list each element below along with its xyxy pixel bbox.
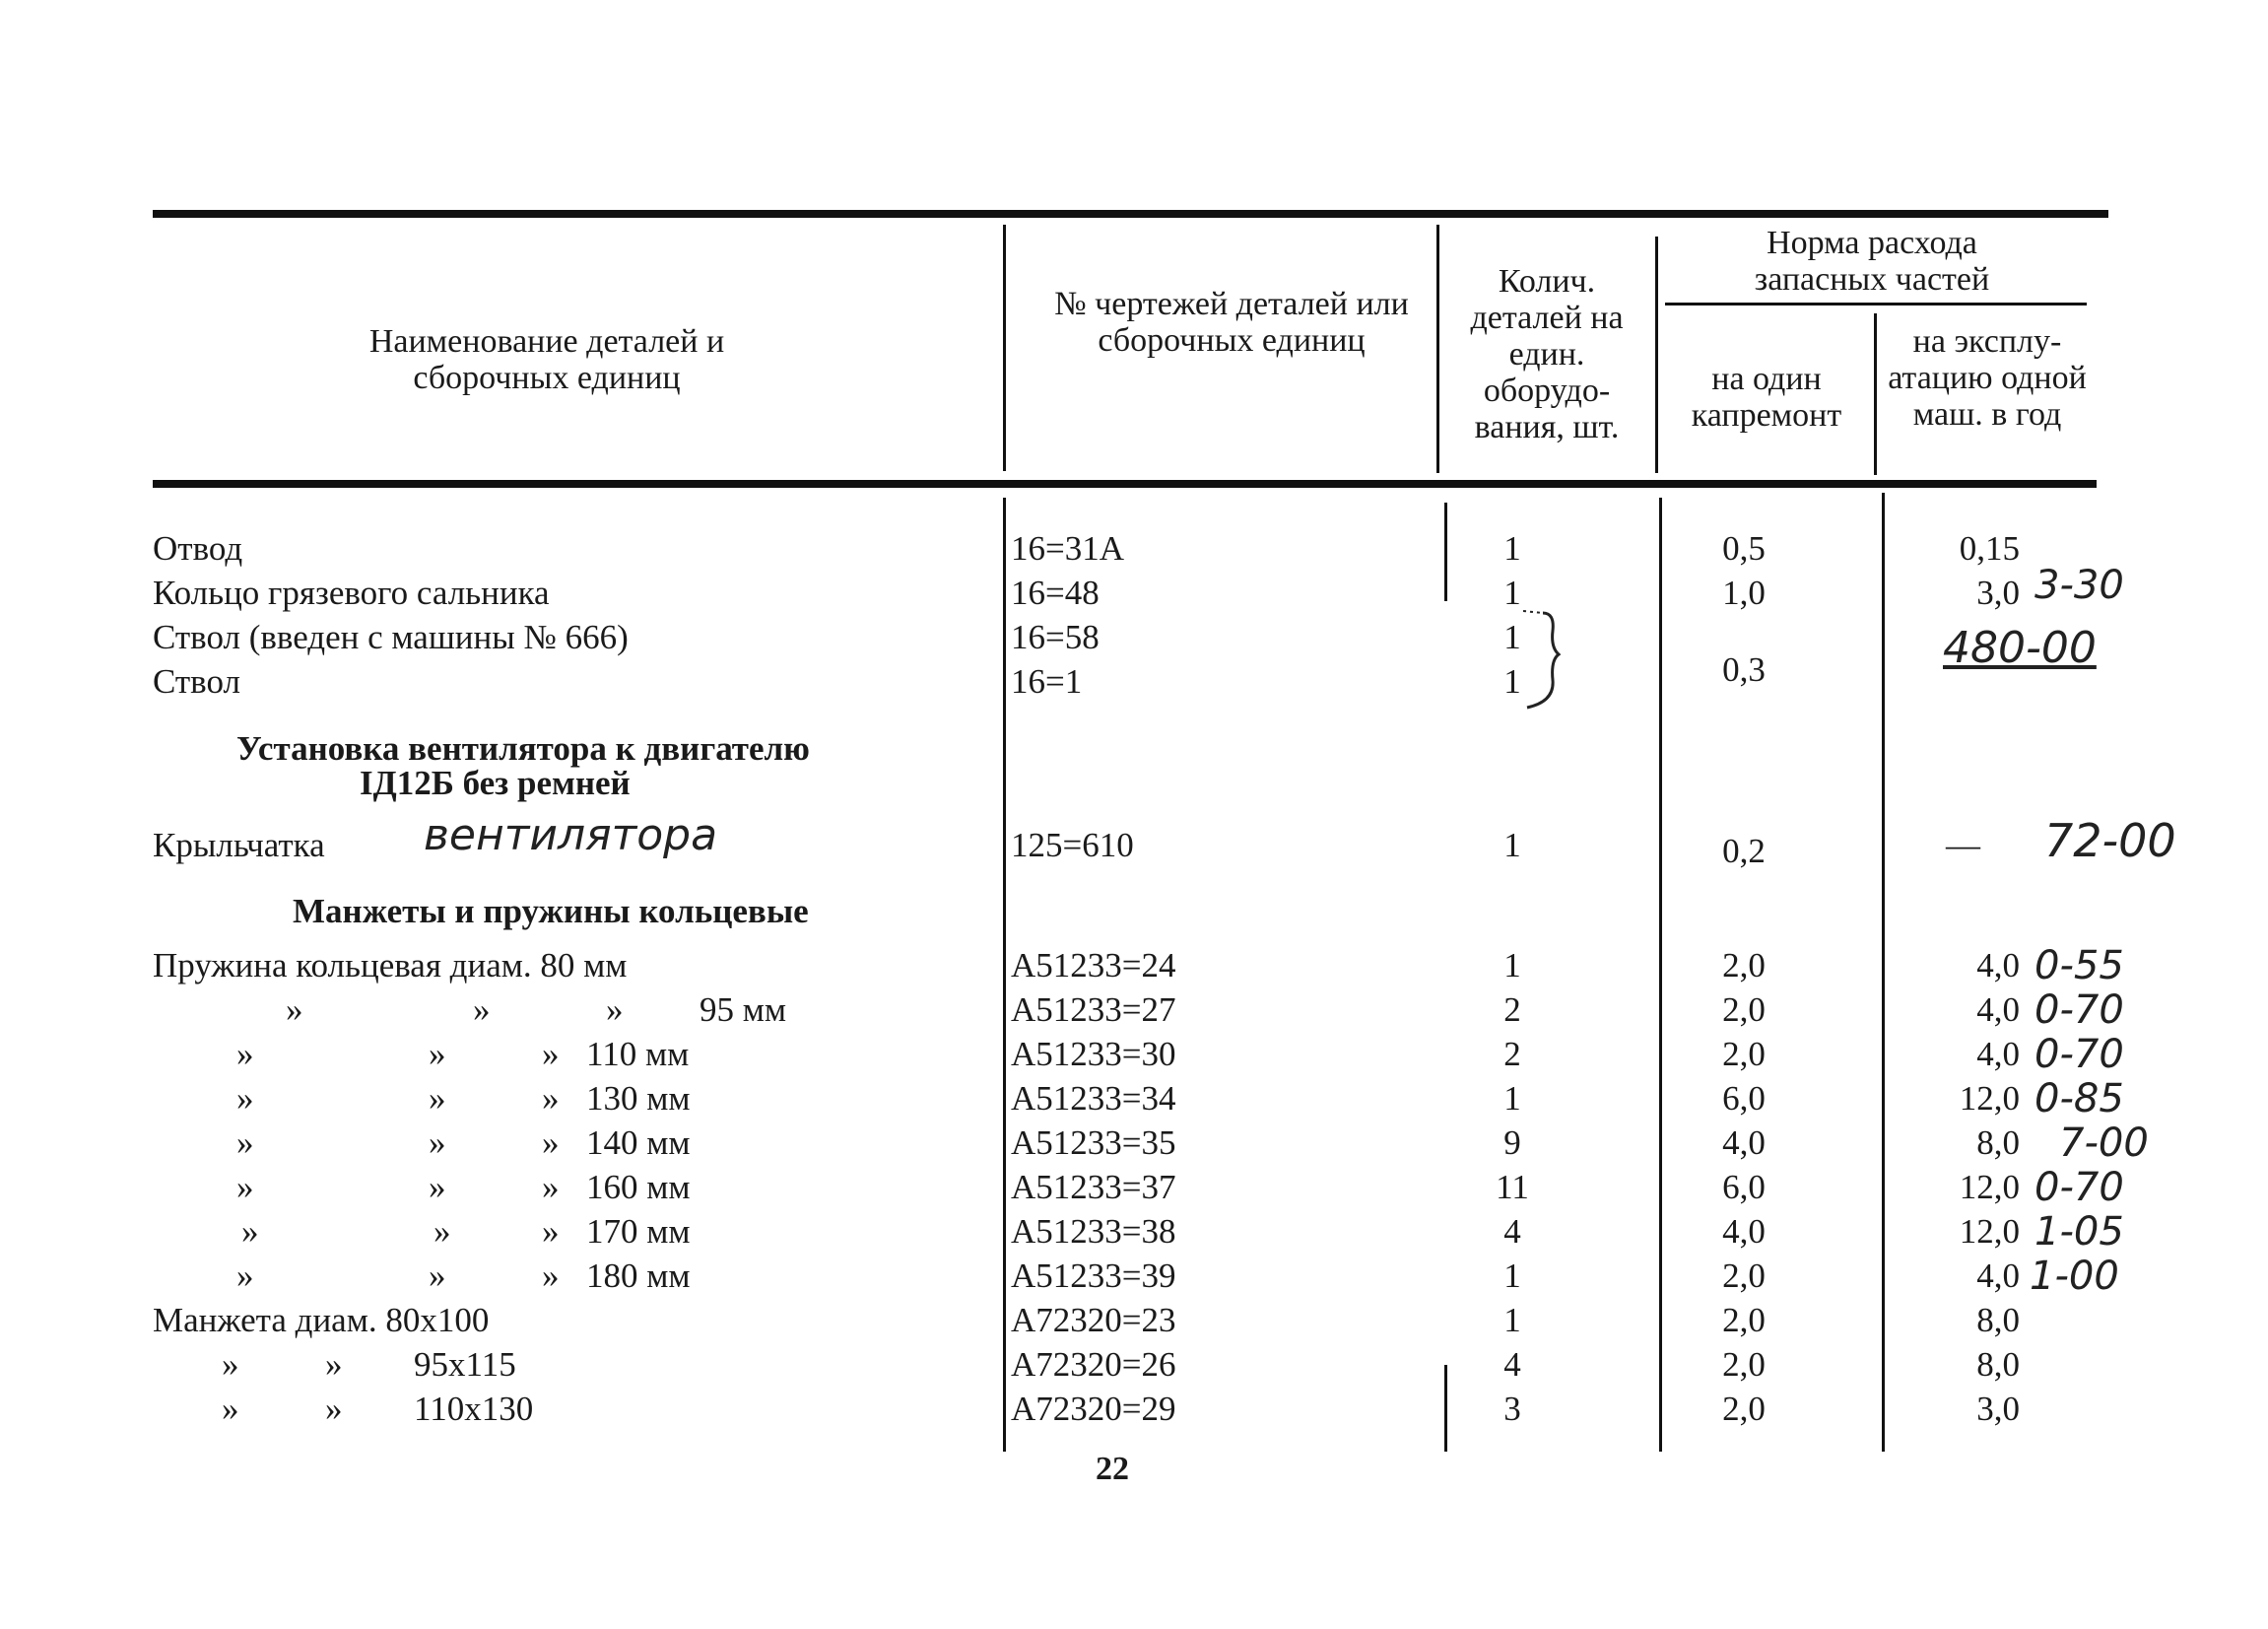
part-name: Отвод	[153, 529, 243, 568]
norm-subheader-rule	[1665, 303, 2087, 305]
part-name: Кольцо грязевого сальника	[153, 574, 550, 612]
page-number: 22	[1096, 1451, 1129, 1487]
norm-per-repair: 2,0	[1722, 1390, 1766, 1428]
size-value: 110 мм	[586, 1035, 690, 1073]
drawing-number: А51233=30	[1011, 1035, 1176, 1073]
part-name: Пружина кольцевая диам. 80 мм	[153, 946, 628, 984]
handwritten-price: 72-00	[2044, 814, 2176, 867]
quantity: 1	[1503, 826, 1521, 864]
norm-per-repair: 2,0	[1722, 990, 1766, 1029]
drawing-number: А72320=26	[1011, 1345, 1176, 1384]
table-row	[0, 1343, 2268, 1387]
table-row	[0, 1033, 2268, 1076]
table-row	[0, 1299, 2268, 1342]
quantity: 4	[1503, 1212, 1521, 1251]
drawing-number: 16=48	[1011, 574, 1100, 612]
table-row	[0, 527, 2268, 571]
table-row	[0, 1077, 2268, 1120]
section-heading: Манжеты и пружины кольцевые	[293, 892, 809, 930]
table-row	[0, 1255, 2268, 1298]
quantity: 2	[1503, 1035, 1521, 1073]
column-line-qty	[1436, 225, 1439, 473]
ditto-mark: »	[473, 990, 491, 1029]
quantity: 1	[1503, 529, 1521, 568]
norm-per-year: 0,15	[1959, 529, 2020, 568]
table-row	[0, 944, 2268, 987]
quantity: 3	[1503, 1390, 1521, 1428]
quantity: 1	[1503, 662, 1521, 701]
size-value: 130 мм	[586, 1079, 691, 1118]
norm-per-repair: 0,2	[1722, 832, 1766, 870]
handwritten-price: 0-70	[2035, 1165, 2124, 1210]
ditto-mark: »	[236, 1035, 254, 1073]
ditto-mark: »	[286, 990, 303, 1029]
norm-per-repair: 2,0	[1722, 1256, 1766, 1295]
table-row	[0, 824, 2268, 870]
drawing-number: А51233=34	[1011, 1079, 1176, 1118]
quantity: 1	[1503, 1256, 1521, 1295]
ditto-mark: »	[236, 1079, 254, 1118]
column-line-repair	[1655, 237, 1658, 473]
handwritten-price: 0-85	[2035, 1076, 2124, 1121]
norm-per-year: 3,0	[1976, 574, 2020, 612]
drawing-number: А51233=37	[1011, 1168, 1176, 1206]
norm-per-year: 4,0	[1976, 946, 2020, 984]
part-name: Крыльчатка	[153, 826, 325, 864]
ditto-mark: »	[429, 1123, 446, 1162]
drawing-number: 125=610	[1011, 826, 1134, 864]
norm-per-repair: 6,0	[1722, 1168, 1766, 1206]
norm-per-year: 4,0	[1976, 1256, 2020, 1295]
size-value: 140 мм	[586, 1123, 691, 1162]
quantity: 1	[1503, 574, 1521, 612]
table-row	[0, 1388, 2268, 1431]
norm-per-year: 4,0	[1976, 1035, 2020, 1073]
handwritten-price: 7-00	[2059, 1120, 2149, 1166]
handwritten-brace	[1513, 603, 1572, 716]
part-name: Манжета диам. 80x100	[153, 1301, 490, 1339]
ditto-mark: »	[429, 1168, 446, 1206]
ditto-mark: »	[542, 1123, 560, 1162]
header-drawing-column: № чертежей деталей или сборочных единиц	[1054, 286, 1409, 359]
drawing-number: 16=58	[1011, 618, 1100, 656]
handwritten-price: 0-55	[2035, 943, 2124, 988]
drawing-number: А72320=29	[1011, 1390, 1176, 1428]
size-value: 170 мм	[586, 1212, 691, 1251]
norm-per-repair: 1,0	[1722, 574, 1766, 612]
top-rule	[153, 210, 2108, 218]
norm-per-repair: 2,0	[1722, 946, 1766, 984]
quantity: 1	[1503, 1079, 1521, 1118]
section-heading: ІД12Б без ремней	[360, 764, 631, 802]
handwritten-price: 1-00	[2030, 1254, 2119, 1299]
table-row	[0, 1210, 2268, 1254]
drawing-number: А51233=24	[1011, 946, 1176, 984]
norm-per-year: 8,0	[1976, 1301, 2020, 1339]
ditto-mark: »	[236, 1123, 254, 1162]
quantity: 1	[1503, 1301, 1521, 1339]
norm-per-repair: 4,0	[1722, 1212, 1766, 1251]
quantity: 11	[1496, 1168, 1529, 1206]
ditto-mark: »	[325, 1345, 343, 1384]
table-row	[0, 563, 2268, 615]
ditto-mark: »	[236, 1168, 254, 1206]
size-value: 95 мм	[700, 990, 787, 1029]
norm-per-repair: 4,0	[1722, 1123, 1766, 1162]
norm-per-year: 8,0	[1976, 1345, 2020, 1384]
table-row	[0, 1121, 2268, 1165]
handwritten-annotation: вентилятора	[424, 810, 718, 860]
quantity: 1	[1503, 946, 1521, 984]
ditto-mark: »	[434, 1212, 451, 1251]
table-row	[0, 660, 2268, 704]
part-name: Ствол (введен с машины № 666)	[153, 618, 629, 656]
drawing-number: 16=1	[1011, 662, 1083, 701]
drawing-number: А51233=35	[1011, 1123, 1176, 1162]
size-value: 110x130	[414, 1390, 534, 1428]
norm-per-year: 12,0	[1959, 1079, 2020, 1118]
ditto-mark: »	[542, 1035, 560, 1073]
ditto-mark: »	[542, 1256, 560, 1295]
norm-per-repair: 0,5	[1722, 529, 1766, 568]
header-per-year: на эксплу- атацию одной маш. в год	[1888, 323, 2087, 433]
column-line-year	[1874, 313, 1877, 475]
quantity: 9	[1503, 1123, 1521, 1162]
ditto-mark: »	[542, 1079, 560, 1118]
section-heading: Установка вентилятора к двигателю	[236, 729, 810, 768]
handwritten-price: 0-70	[2035, 1032, 2124, 1077]
norm-per-year: 12,0	[1959, 1212, 2020, 1251]
drawing-number: А51233=38	[1011, 1212, 1176, 1251]
norm-per-year: —	[1946, 826, 1980, 864]
ditto-mark: »	[429, 1035, 446, 1073]
norm-per-year: 4,0	[1976, 990, 2020, 1029]
drawing-number: А72320=23	[1011, 1301, 1176, 1339]
header-norm-group: Норма расхода запасных частей	[1754, 225, 1990, 298]
norm-per-repair: 2,0	[1722, 1035, 1766, 1073]
drawing-number: 16=31А	[1011, 529, 1125, 568]
handwritten-price: 1-05	[2035, 1209, 2124, 1255]
ditto-mark: »	[222, 1390, 239, 1428]
ditto-mark: »	[542, 1212, 560, 1251]
quantity: 2	[1503, 990, 1521, 1029]
norm-per-year: 8,0	[1976, 1123, 2020, 1162]
stvol-group-norm-per-repair: 0,3	[1722, 650, 1766, 689]
ditto-mark: »	[429, 1256, 446, 1295]
norm-per-year: 12,0	[1959, 1168, 2020, 1206]
size-value: 95x115	[414, 1345, 516, 1384]
quantity: 4	[1503, 1345, 1521, 1384]
handwritten-price: 3-30	[2035, 563, 2124, 608]
ditto-mark: »	[325, 1390, 343, 1428]
size-value: 160 мм	[586, 1168, 691, 1206]
header-name-column: Наименование деталей и сборочных единиц	[368, 323, 725, 396]
header-qty-column: Колич. деталей на един. оборудо- вания, шт.	[1470, 263, 1624, 445]
norm-per-year: 3,0	[1976, 1390, 2020, 1428]
header-bottom-rule	[153, 480, 2097, 488]
ditto-mark: »	[606, 990, 624, 1029]
ditto-mark: »	[429, 1079, 446, 1118]
quantity: 1	[1503, 618, 1521, 656]
table-row	[0, 1166, 2268, 1209]
norm-per-repair: 2,0	[1722, 1345, 1766, 1384]
table-row	[0, 616, 2268, 659]
handwritten-price: 480-00	[1943, 623, 2097, 673]
norm-per-repair: 2,0	[1722, 1301, 1766, 1339]
handwritten-price: 0-70	[2035, 987, 2124, 1033]
ditto-mark: »	[542, 1168, 560, 1206]
header-per-repair: на один капремонт	[1691, 361, 1842, 434]
part-name: Ствол	[153, 662, 240, 701]
ditto-mark: »	[222, 1345, 239, 1384]
ditto-mark: »	[241, 1212, 259, 1251]
ditto-mark: »	[236, 1256, 254, 1295]
table-row	[0, 988, 2268, 1032]
drawing-number: А51233=27	[1011, 990, 1176, 1029]
norm-per-repair: 6,0	[1722, 1079, 1766, 1118]
size-value: 180 мм	[586, 1256, 691, 1295]
column-line-drawing	[1003, 225, 1006, 471]
drawing-number: А51233=39	[1011, 1256, 1176, 1295]
